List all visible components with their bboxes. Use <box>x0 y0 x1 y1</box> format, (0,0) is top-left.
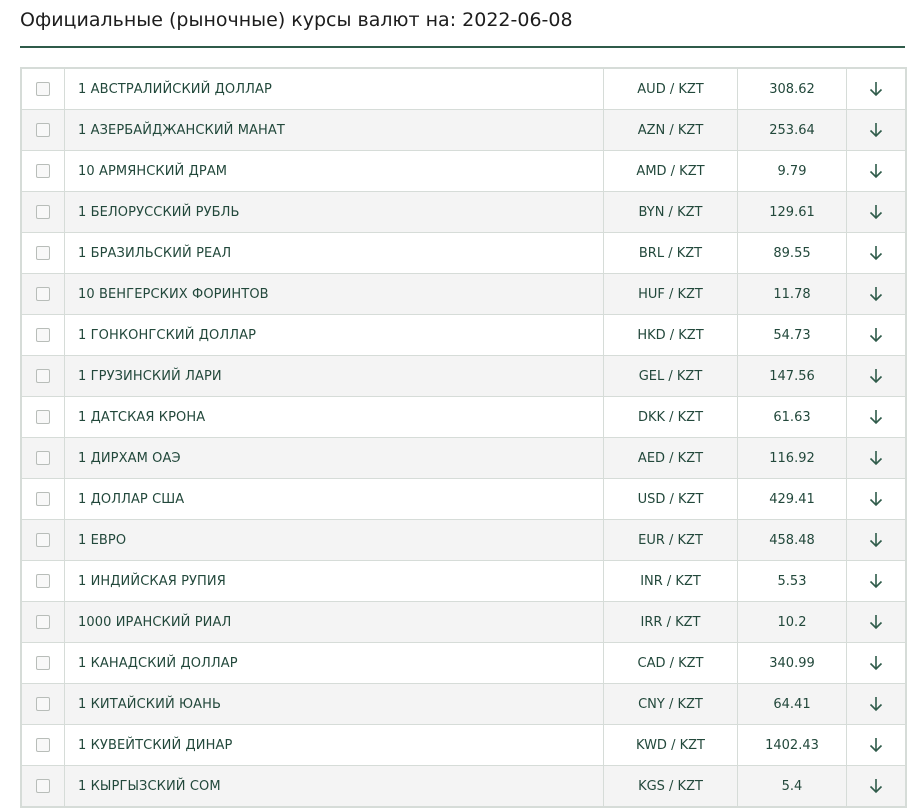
row-arrow-cell <box>847 274 906 315</box>
table-row <box>22 315 906 356</box>
table-row <box>22 520 906 561</box>
currency-pair: USD / KZT <box>604 479 738 520</box>
exchange-rate: 89.55 <box>738 233 847 274</box>
exchange-rate: 340.99 <box>738 643 847 684</box>
row-checkbox[interactable] <box>36 123 50 137</box>
currency-name: 1 АВСТРАЛИЙСКИЙ ДОЛЛАР <box>65 69 604 110</box>
row-checkbox[interactable] <box>36 451 50 465</box>
table-row <box>22 725 906 766</box>
arrow-down-icon[interactable] <box>869 122 883 138</box>
table-row <box>22 69 906 110</box>
currency-name: 1 АЗЕРБАЙДЖАНСКИЙ МАНАТ <box>65 110 604 151</box>
exchange-rate: 116.92 <box>738 438 847 479</box>
row-checkbox[interactable] <box>36 287 50 301</box>
currency-pair: IRR / KZT <box>604 602 738 643</box>
arrow-down-icon[interactable] <box>869 655 883 671</box>
currency-pair: AZN / KZT <box>604 110 738 151</box>
rates-table-body <box>22 69 906 807</box>
row-arrow-cell <box>847 233 906 274</box>
exchange-rate: 129.61 <box>738 192 847 233</box>
row-arrow-cell <box>847 520 906 561</box>
arrow-down-icon[interactable] <box>869 81 883 97</box>
table-row <box>22 192 906 233</box>
currency-pair: BYN / KZT <box>604 192 738 233</box>
table-row <box>22 561 906 602</box>
exchange-rate: 10.2 <box>738 602 847 643</box>
arrow-down-icon[interactable] <box>869 778 883 794</box>
arrow-down-icon[interactable] <box>869 491 883 507</box>
exchange-rate: 64.41 <box>738 684 847 725</box>
currency-name: 1 КАНАДСКИЙ ДОЛЛАР <box>65 643 604 684</box>
arrow-down-icon[interactable] <box>869 614 883 630</box>
row-select-cell <box>22 725 65 766</box>
row-arrow-cell <box>847 151 906 192</box>
exchange-rate: 429.41 <box>738 479 847 520</box>
row-arrow-cell <box>847 684 906 725</box>
exchange-rate: 54.73 <box>738 315 847 356</box>
arrow-down-icon[interactable] <box>869 327 883 343</box>
arrow-down-icon[interactable] <box>869 573 883 589</box>
row-arrow-cell <box>847 561 906 602</box>
arrow-down-icon[interactable] <box>869 163 883 179</box>
currency-name: 1 ДАТСКАЯ КРОНА <box>65 397 604 438</box>
currency-pair: HKD / KZT <box>604 315 738 356</box>
row-checkbox[interactable] <box>36 615 50 629</box>
currency-name: 1 ИНДИЙСКАЯ РУПИЯ <box>65 561 604 602</box>
row-select-cell <box>22 69 65 110</box>
row-checkbox[interactable] <box>36 410 50 424</box>
currency-pair: CAD / KZT <box>604 643 738 684</box>
row-checkbox[interactable] <box>36 369 50 383</box>
row-arrow-cell <box>847 397 906 438</box>
currency-pair: KWD / KZT <box>604 725 738 766</box>
table-row <box>22 233 906 274</box>
exchange-rate: 308.62 <box>738 69 847 110</box>
currency-pair: DKK / KZT <box>604 397 738 438</box>
row-select-cell <box>22 561 65 602</box>
currency-name: 1 КЫРГЫЗСКИЙ СОМ <box>65 766 604 807</box>
currency-pair: GEL / KZT <box>604 356 738 397</box>
currency-pair: AUD / KZT <box>604 69 738 110</box>
currency-pair: KGS / KZT <box>604 766 738 807</box>
exchange-rate: 11.78 <box>738 274 847 315</box>
row-arrow-cell <box>847 725 906 766</box>
arrow-down-icon[interactable] <box>869 737 883 753</box>
row-checkbox[interactable] <box>36 574 50 588</box>
row-checkbox[interactable] <box>36 656 50 670</box>
currency-name: 1 БРАЗИЛЬСКИЙ РЕАЛ <box>65 233 604 274</box>
page-title: Официальные (рыночные) курсы валют на: 2022-06-08 <box>20 9 573 31</box>
row-checkbox[interactable] <box>36 246 50 260</box>
rates-table <box>20 67 907 808</box>
row-select-cell <box>22 766 65 807</box>
row-arrow-cell <box>847 438 906 479</box>
exchange-rate: 61.63 <box>738 397 847 438</box>
row-select-cell <box>22 602 65 643</box>
row-checkbox[interactable] <box>36 328 50 342</box>
currency-name: 1 КИТАЙСКИЙ ЮАНЬ <box>65 684 604 725</box>
row-select-cell <box>22 479 65 520</box>
arrow-down-icon[interactable] <box>869 532 883 548</box>
currency-pair: EUR / KZT <box>604 520 738 561</box>
currency-name: 1 ГРУЗИНСКИЙ ЛАРИ <box>65 356 604 397</box>
exchange-rate: 253.64 <box>738 110 847 151</box>
row-checkbox[interactable] <box>36 164 50 178</box>
row-arrow-cell <box>847 766 906 807</box>
row-select-cell <box>22 315 65 356</box>
currency-name: 1 ГОНКОНГСКИЙ ДОЛЛАР <box>65 315 604 356</box>
row-select-cell <box>22 643 65 684</box>
currency-pair: AED / KZT <box>604 438 738 479</box>
exchange-rate: 1402.43 <box>738 725 847 766</box>
currency-name: 1 ДИРХАМ ОАЭ <box>65 438 604 479</box>
currency-pair: CNY / KZT <box>604 684 738 725</box>
table-row <box>22 684 906 725</box>
table-row <box>22 356 906 397</box>
row-arrow-cell <box>847 69 906 110</box>
currency-pair: INR / KZT <box>604 561 738 602</box>
row-checkbox[interactable] <box>36 205 50 219</box>
currency-pair: HUF / KZT <box>604 274 738 315</box>
row-select-cell <box>22 192 65 233</box>
row-select-cell <box>22 274 65 315</box>
table-row <box>22 766 906 807</box>
row-arrow-cell <box>847 192 906 233</box>
row-checkbox[interactable] <box>36 533 50 547</box>
currency-name: 10 АРМЯНСКИЙ ДРАМ <box>65 151 604 192</box>
table-row <box>22 602 906 643</box>
exchange-rate: 9.79 <box>738 151 847 192</box>
arrow-down-icon[interactable] <box>869 368 883 384</box>
title-divider <box>20 46 905 48</box>
currency-name: 1 БЕЛОРУССКИЙ РУБЛЬ <box>65 192 604 233</box>
table-row <box>22 274 906 315</box>
row-arrow-cell <box>847 643 906 684</box>
row-select-cell <box>22 110 65 151</box>
arrow-down-icon[interactable] <box>869 409 883 425</box>
row-select-cell <box>22 397 65 438</box>
table-row <box>22 643 906 684</box>
arrow-down-icon[interactable] <box>869 696 883 712</box>
table-row <box>22 110 906 151</box>
row-arrow-cell <box>847 356 906 397</box>
exchange-rate: 147.56 <box>738 356 847 397</box>
row-arrow-cell <box>847 602 906 643</box>
row-checkbox[interactable] <box>36 779 50 793</box>
row-select-cell <box>22 684 65 725</box>
row-arrow-cell <box>847 315 906 356</box>
currency-name: 1000 ИРАНСКИЙ РИАЛ <box>65 602 604 643</box>
row-select-cell <box>22 356 65 397</box>
arrow-down-icon[interactable] <box>869 245 883 261</box>
currency-name: 1 КУВЕЙТСКИЙ ДИНАР <box>65 725 604 766</box>
exchange-rate: 5.4 <box>738 766 847 807</box>
row-checkbox[interactable] <box>36 82 50 96</box>
row-select-cell <box>22 151 65 192</box>
row-select-cell <box>22 520 65 561</box>
currency-pair: BRL / KZT <box>604 233 738 274</box>
exchange-rate: 458.48 <box>738 520 847 561</box>
arrow-down-icon[interactable] <box>869 450 883 466</box>
row-select-cell <box>22 438 65 479</box>
row-checkbox[interactable] <box>36 738 50 752</box>
row-select-cell <box>22 233 65 274</box>
arrow-down-icon[interactable] <box>869 204 883 220</box>
exchange-rate: 5.53 <box>738 561 847 602</box>
table-row <box>22 151 906 192</box>
row-checkbox[interactable] <box>36 697 50 711</box>
row-checkbox[interactable] <box>36 492 50 506</box>
currency-pair: AMD / KZT <box>604 151 738 192</box>
currency-name: 1 ДОЛЛАР США <box>65 479 604 520</box>
currency-name: 1 ЕВРО <box>65 520 604 561</box>
arrow-down-icon[interactable] <box>869 286 883 302</box>
currency-name: 10 ВЕНГЕРСКИХ ФОРИНТОВ <box>65 274 604 315</box>
table-row <box>22 479 906 520</box>
row-arrow-cell <box>847 110 906 151</box>
table-row <box>22 397 906 438</box>
table-row <box>22 438 906 479</box>
row-arrow-cell <box>847 479 906 520</box>
